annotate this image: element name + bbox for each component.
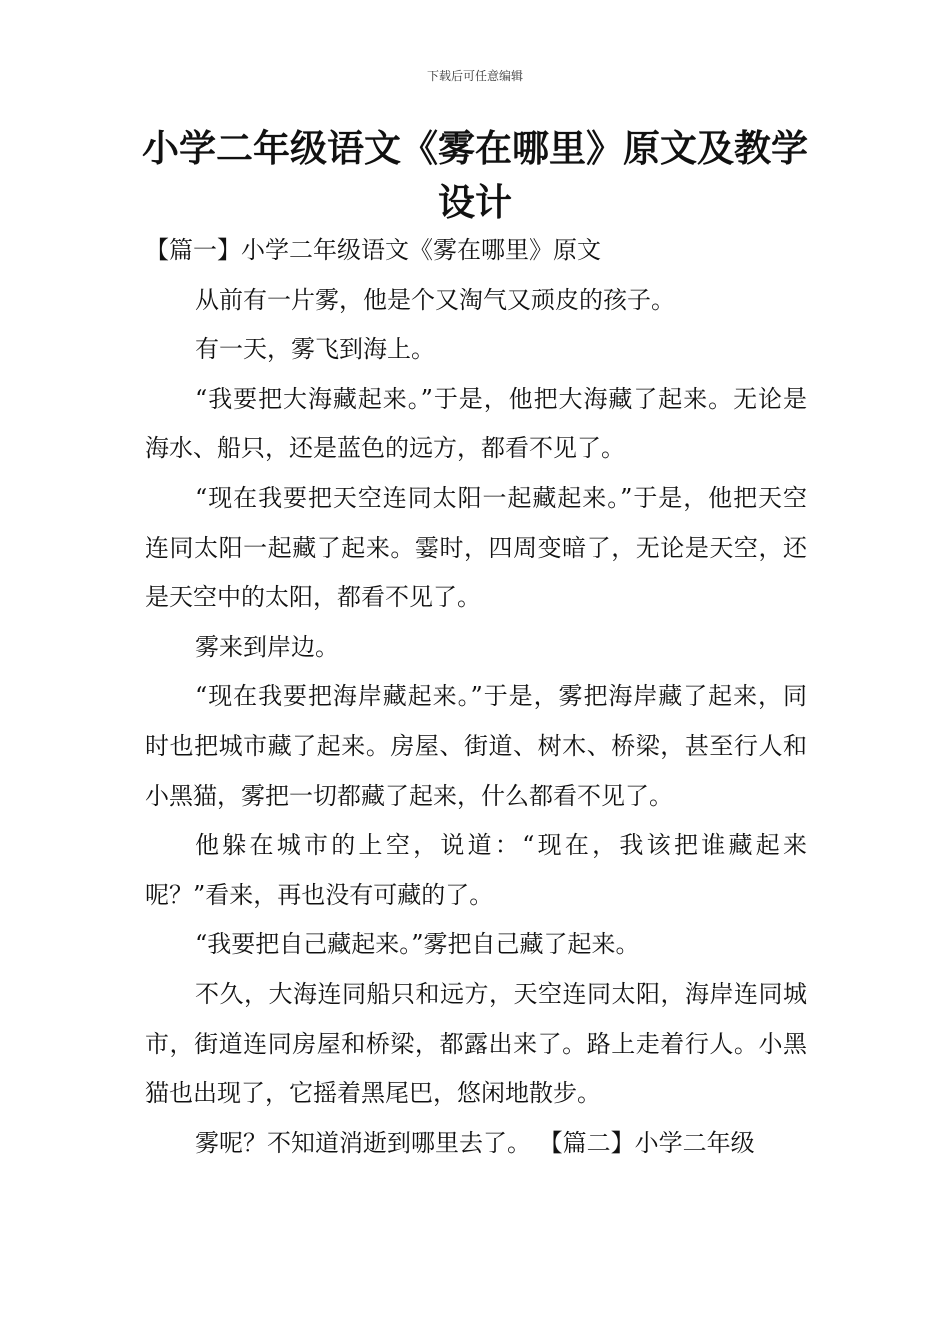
paragraph: “我要把大海藏起来。”于是，他把大海藏了起来。无论是海水、船只，还是蓝色的远方，都看不见了。 bbox=[145, 384, 807, 463]
paragraph: “现在我要把海岸藏起来。”于是，雾把海岸藏了起来，同时也把城市藏了起来。房屋、街道、树木、桥梁，甚至行人和小黑猫，雾把一切都藏了起来，什么都看不见了。 bbox=[145, 682, 807, 810]
paragraph: 雾呢？不知道消逝到哪里去了。 【篇二】小学二年级 bbox=[195, 1128, 755, 1157]
header-note: 下载后可任意编辑 bbox=[426, 69, 523, 83]
section-heading: 【篇一】小学二年级语文《雾在哪里》原文 bbox=[145, 236, 601, 264]
paragraph: 从前有一片雾，他是个又淘气又顽皮的孩子。 bbox=[195, 285, 675, 314]
paragraph: 不久，大海连同船只和远方，天空连同太阳，海岸连同城市，街道连同房屋和桥梁，都露出来了。路上走着行人。小黑猫也出现了，它摇着黑尾巴，悠闲地散步。 bbox=[145, 979, 807, 1108]
paragraph: “我要把自己藏起来。”雾把自己藏了起来。 bbox=[195, 930, 640, 959]
paragraph: 有一天，雾飞到海上。 bbox=[195, 335, 435, 364]
document-title: 小学二年级语文《雾在哪里》原文及教学设计 bbox=[142, 127, 808, 224]
paragraph: 他躲在城市的上空，说道：“现在，我该把谁藏起来呢？”看来，再也没有可藏的了。 bbox=[145, 831, 807, 909]
paragraph: 雾来到岸边。 bbox=[195, 632, 339, 661]
document-body bbox=[145, 226, 807, 1168]
paragraph: “现在我要把天空连同太阳一起藏起来。”于是，他把天空连同太阳一起藏了起来。霎时，四周变暗了，无论是天空，还是天空中的太阳，都看不见了。 bbox=[145, 483, 807, 612]
